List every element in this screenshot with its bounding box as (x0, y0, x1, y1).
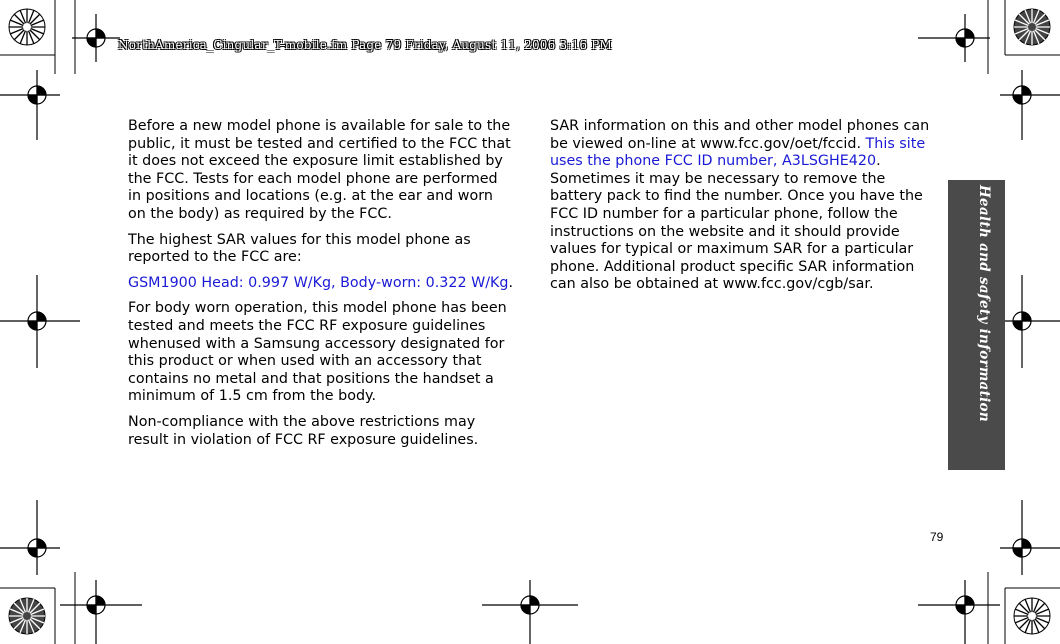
fcc-id-text: This site uses the phone FCC ID number, A3LSGHE420 (550, 135, 926, 170)
page-number: 79 (930, 530, 944, 544)
starburst-top-right (1014, 9, 1050, 45)
registration-mark (0, 275, 80, 368)
sar-values-period: . (508, 274, 514, 291)
sar-info-paragraph (550, 118, 936, 294)
registration-mark (0, 500, 60, 575)
registration-mark (60, 580, 142, 644)
registration-mark (918, 14, 990, 62)
starburst-bottom-right (1014, 598, 1050, 634)
registration-mark (1000, 500, 1060, 575)
registration-mark (1000, 70, 1060, 140)
file-header-line: NorthAmerica_Cingular_T-mobile.fm Page 79 Friday, August 11, 2006 3:16 PM (118, 38, 613, 52)
registration-mark (0, 70, 60, 140)
starburst-bottom-left (9, 598, 45, 634)
left-column (128, 118, 514, 457)
starburst-top-left (9, 9, 45, 45)
paragraph: Non-compliance with the above restrictions may result in violation of FCC RF exposure guidelines. (128, 413, 479, 448)
registration-mark (482, 580, 578, 644)
paragraph: Before a new model phone is available for sale to the public, it must be tested and certified to the FCC that it does not exceed the exposure limit established by the FCC. Tests for each model phone are performed in positions and locations (e.g. at the ear and worn on the body) as required by the FCC. (128, 118, 511, 222)
side-tab-label: Health and safety information (976, 185, 992, 422)
paragraph: The highest SAR values for this model phone as reported to the FCC are: (128, 231, 471, 266)
paragraph: For body worn operation, this model phone has been tested and meets the FCC RF exposure guidelines whenused with a Samsung accessory designated for this product or when used with an accessory that contains no metal and that positions the handset a minimum of 1.5 cm from the body. (128, 300, 507, 405)
registration-mark (72, 14, 120, 62)
sar-info-rest: . Sometimes it may be necessary to remove the battery pack to find the number. Once you have the FCC ID number for a particular phone, follow the instructions on the website and it should provide values for typical or maximum SAR for a particular phone. Additional product specific SAR information can also be obtained at www.fcc.gov/cgb/sar. (550, 153, 923, 293)
sar-values-text: GSM1900 Head: 0.997 W/Kg, Body-worn: 0.322 W/Kg (128, 274, 509, 291)
right-column (550, 118, 936, 302)
sar-info-start: SAR information on this and other model phones can be viewed on-line at www.fcc.gov/oet/fccid. (550, 118, 930, 152)
sar-values-paragraph (128, 275, 514, 293)
